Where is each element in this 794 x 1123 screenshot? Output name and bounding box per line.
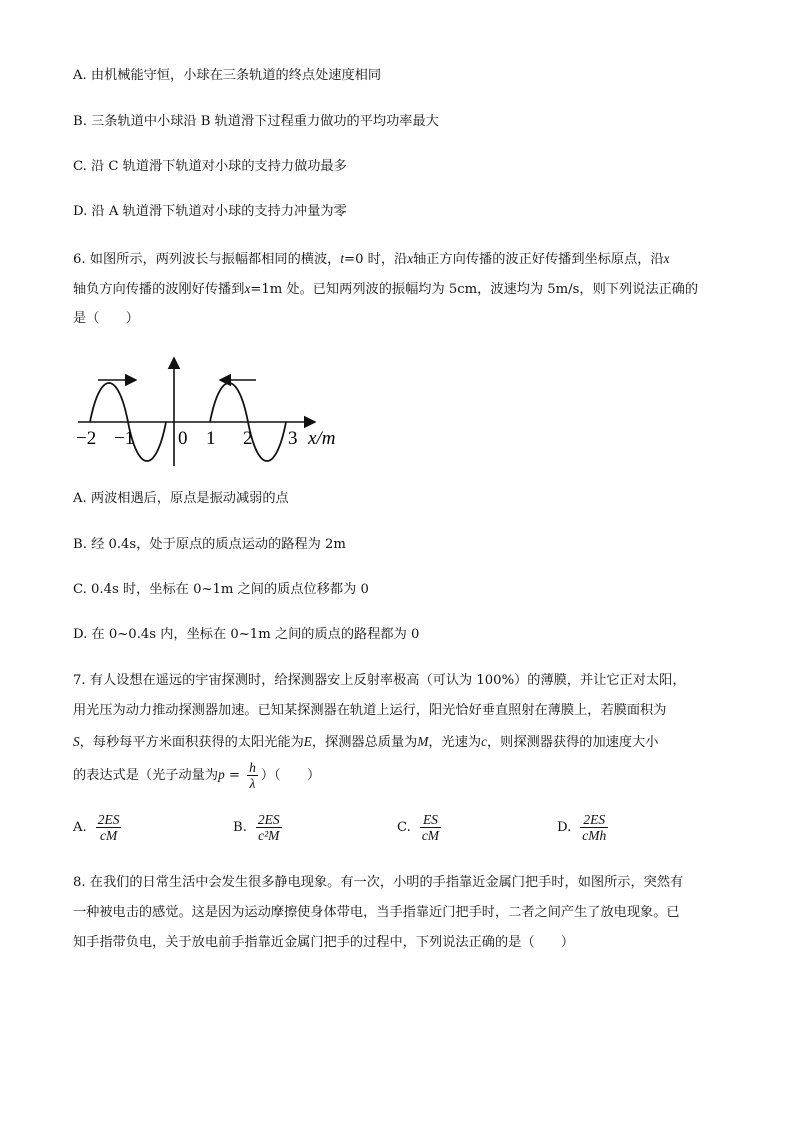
q6-option-a: A. 两波相遇后，原点是振动减弱的点 [73, 491, 289, 506]
tick-label: −2 [76, 428, 97, 449]
q7-stem-line4: 的表达式是（光子动量为p = $\frac{h}{\lambda}$ ）（ ） [73, 760, 321, 791]
q6-stem-line2: 轴负方向传播的波刚好传播到x=1m 处。已知两列波的振幅均为 5cm，波速均为 5m/s，则下列说法正确的 [73, 281, 699, 297]
q7-option-c: C. $\frac{ES}{cM}$ [397, 812, 440, 843]
q6-option-b: B. 经 0.4s，处于原点的质点运动的路程为 2m [73, 537, 346, 552]
tick-label: 2 [243, 428, 253, 449]
tick-label: 3 [288, 428, 298, 449]
q6-wave-figure [70, 350, 360, 470]
q8-stem-line1: 8. 在我们的日常生活中会发生很多静电现象。有一次，小明的手指靠近金属门把手时，如图所示，突然有 [73, 875, 684, 890]
q6-stem-line3: 是（ ） [73, 311, 139, 326]
q7-option-d: D. $\frac{2ES}{\text{cMh}}$ [557, 812, 607, 843]
axis-label: x/m [308, 428, 336, 449]
q5-option-a: A. 由机械能守恒，小球在三条轨道的终点处速度相同 [73, 68, 382, 83]
tick-label: −1 [114, 428, 135, 449]
tick-label: 0 [178, 428, 188, 449]
photon-momentum-fraction: $\frac{h}{\lambda}$ [249, 760, 256, 791]
tick-label: 1 [206, 428, 216, 449]
q5-option-d: D. 沿 A 轨道滑下轨道对小球的支持力冲量为零 [73, 204, 347, 219]
q7-stem-line3: S，每秒每平方米面积获得的太阳光能为E，探测器总质量为M，光速为c，则探测器获得的加速度大小 [73, 734, 659, 750]
q7-option-a: A. $\frac{2ES}{cM}$ [73, 812, 120, 843]
q7-stem-line1: 7. 有人设想在遥远的宇宙探测时，给探测器安上反射率极高（可认为 100%）的薄膜，并让它正对太阳， [73, 673, 686, 688]
q8-stem-line3: 知手指带负电，关于放电前手指靠近金属门把手的过程中，下列说法正确的是（ ） [73, 935, 575, 950]
q6-option-d: D. 在 0~0.4s 内，坐标在 0~1m 之间的质点的路程都为 0 [73, 627, 420, 642]
q6-option-c: C. 0.4s 时，坐标在 0~1m 之间的质点位移都为 0 [73, 582, 369, 597]
q5-option-b: B. 三条轨道中小球沿 B 轨道滑下过程重力做功的平均功率最大 [73, 114, 439, 129]
q5-option-c: C. 沿 C 轨道滑下轨道对小球的支持力做功最多 [73, 159, 347, 174]
q7-option-b: B. $\frac{2ES}{\text{c²M}}$ [233, 812, 280, 843]
q8-stem-line2: 一种被电击的感觉。这是因为运动摩擦使身体带电，当手指靠近门把手时，二者之间产生了放电现象。已 [73, 905, 680, 920]
q7-stem-line2: 用光压为动力推动探测器加速。已知某探测器在轨道上运行，阳光恰好垂直照射在薄膜上，若膜面积为 [73, 703, 667, 718]
q6-stem-line1: 6. 如图所示，两列波长与振幅都相同的横波，t=0 时，沿x轴正方向传播的波正好传播到坐标原点，沿x [73, 251, 670, 267]
